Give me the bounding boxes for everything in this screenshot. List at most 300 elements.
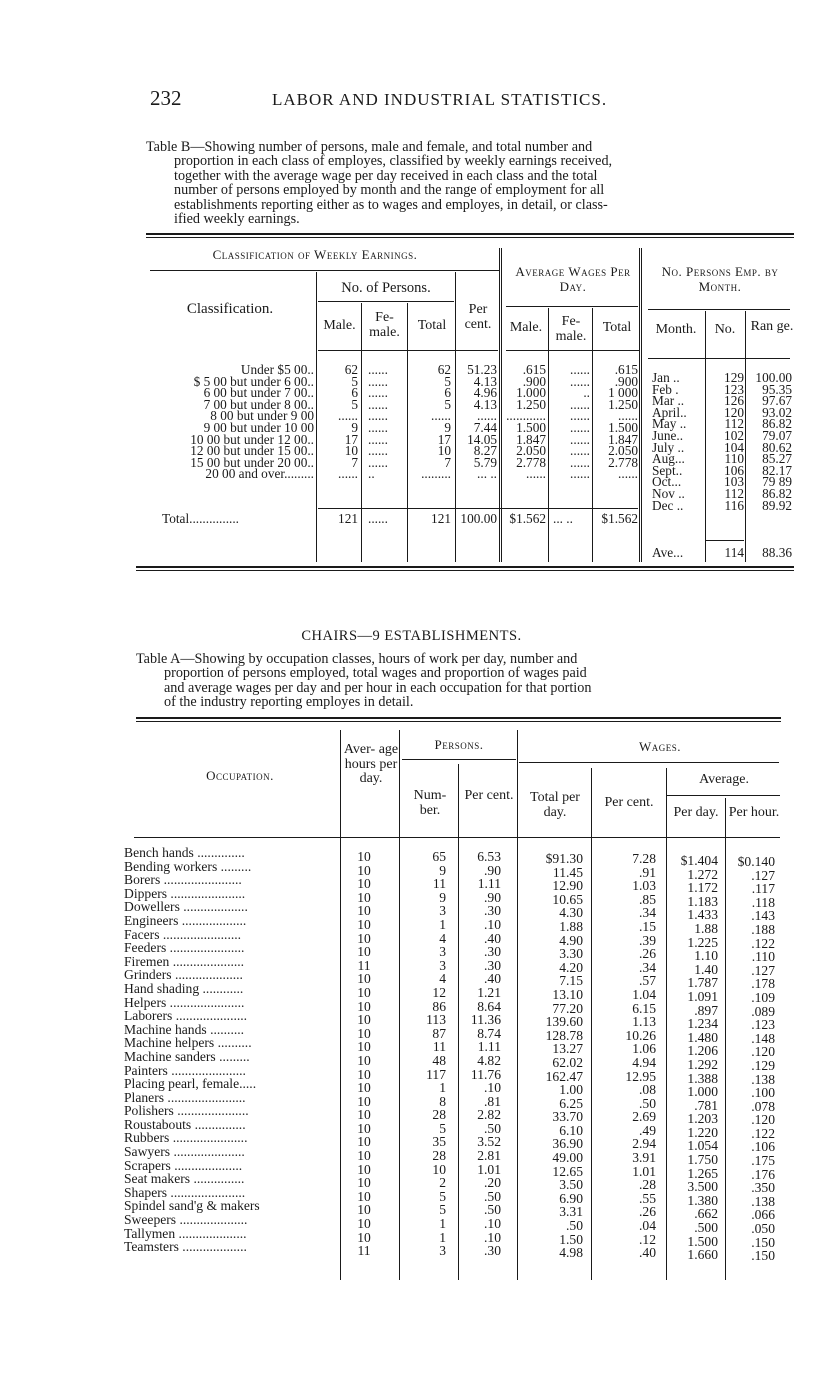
caption-line: Table A—Showing by occupation classes, hours of work per day, number and: [136, 651, 578, 667]
table-cell: 129: [724, 370, 744, 385]
table-cell: 5: [439, 1188, 446, 1204]
table-cell: 12 00 but under 15 00..: [190, 443, 314, 459]
table-cell: 2: [439, 1175, 446, 1191]
caption-line: establishments reporting either as to wages and employes, in detail, or class-: [174, 196, 608, 213]
table-cell: 10: [357, 1202, 371, 1218]
table-cell: 1.380: [687, 1192, 718, 1208]
table-cell: .120: [751, 1044, 775, 1060]
table-cell: .90: [484, 889, 501, 905]
table-cell: 13.10: [552, 986, 583, 1002]
table-cell: .118: [751, 894, 775, 910]
table-cell: .57: [639, 973, 656, 989]
per-day-column: [668, 854, 718, 1262]
month-no-column: [706, 372, 744, 511]
table-cell: .106: [751, 1139, 775, 1155]
header-employed: No. Persons Emp. by Month.: [661, 264, 779, 294]
table-cell: 1.000: [687, 1084, 718, 1100]
table-cell: 112: [724, 485, 744, 501]
table-cell: 1.250: [608, 396, 638, 412]
table-cell: ......: [618, 408, 638, 424]
table-cell: .100: [751, 1085, 775, 1101]
table-cell: 1.01: [632, 1163, 656, 1179]
table-cell: 6: [351, 385, 358, 401]
table-cell: 10: [357, 1080, 371, 1096]
header-female: Fe- male.: [369, 310, 400, 340]
header-number: Num- ber.: [413, 788, 447, 818]
table-cell: 10: [437, 443, 451, 459]
table-cell: .40: [484, 930, 501, 946]
caption-line: Table B—Showing number of persons, male and female, and total number and: [146, 139, 593, 155]
table-cell: 79 89: [762, 474, 792, 490]
total-per-day-column: [519, 852, 583, 1260]
table-cell: 9: [439, 889, 446, 905]
header-w-male: Male.: [509, 320, 543, 335]
table-cell: Dec ..: [652, 497, 684, 513]
table-cell: 1.091: [687, 988, 718, 1004]
table-cell: 86: [432, 998, 446, 1014]
header-wages-per-cent: Per cent.: [604, 795, 654, 810]
table-cell: .148: [751, 1030, 775, 1046]
table-cell: 1.265: [687, 1165, 718, 1181]
table-cell: 86.82: [762, 416, 792, 432]
table-cell: Borers .......................: [124, 872, 242, 888]
table-cell: Spindel sand'g & makers: [124, 1198, 260, 1214]
header-occupation: Occupation.: [206, 768, 274, 783]
wage-male-column: [503, 364, 546, 480]
table-cell: 82.17: [762, 462, 792, 478]
header-no: No.: [714, 322, 736, 337]
table-cell: 8 00 but under 9 00: [210, 408, 314, 424]
table-cell: 5: [444, 396, 451, 412]
divider: [506, 350, 640, 351]
hours-column: [345, 850, 383, 1258]
table-cell: .50: [484, 1120, 501, 1136]
table-cell: 1.21: [477, 984, 501, 1000]
table-cell: .10: [484, 1229, 501, 1245]
table-cell: .50: [484, 1188, 501, 1204]
table-cell: .900: [522, 373, 546, 389]
table-cell: .26: [639, 1204, 656, 1220]
table-cell: .08: [639, 1082, 656, 1098]
table-cell: 1.225: [687, 934, 718, 950]
table-cell: 1.480: [687, 1029, 718, 1045]
table-cell: .129: [751, 1057, 775, 1073]
female-column: [368, 364, 406, 480]
table-cell: .120: [751, 1112, 775, 1128]
header-w-female: Fe- male.: [555, 314, 587, 344]
table-cell: .122: [751, 1125, 775, 1141]
table-cell: 4.13: [473, 396, 497, 412]
divider: [648, 309, 790, 310]
table-cell: 10.26: [625, 1027, 656, 1043]
table-cell: 1.40: [694, 961, 718, 977]
table-cell: 5: [439, 1202, 446, 1218]
table-cell: .900: [614, 373, 638, 389]
table-cell: .50: [639, 1095, 656, 1111]
table-cell: .30: [484, 903, 501, 919]
table-cell: $0.140: [737, 854, 775, 869]
month-column: [652, 372, 704, 511]
table-cell: 17: [344, 431, 358, 447]
table-cell: Teamsters ...................: [124, 1239, 247, 1255]
table-cell: Seat makers ...............: [124, 1171, 245, 1187]
table-cell: 3: [439, 944, 446, 960]
table-cell: 7: [444, 454, 451, 470]
table-cell: 7: [351, 454, 358, 470]
table-cell: .10: [484, 1080, 501, 1096]
table-cell: 106: [724, 462, 744, 478]
table-cell: .30: [484, 1243, 501, 1259]
table-cell: 6.10: [559, 1122, 583, 1138]
table-cell: 36.90: [552, 1136, 583, 1152]
table-cell: .40: [484, 971, 501, 987]
table-cell: 1.13: [632, 1014, 656, 1030]
table-cell: 1.00: [559, 1082, 583, 1098]
table-cell: 11: [432, 876, 446, 892]
ave-label: Ave...: [652, 545, 684, 560]
table-cell: 1.388: [687, 1070, 718, 1086]
table-cell: 103: [724, 474, 744, 490]
table-cell: 2.050: [516, 443, 546, 459]
header-total-per-day: Total per day.: [530, 790, 580, 820]
caption-line: and average wages per day and per hour in each occupation for that portion: [164, 679, 592, 696]
page-number: 232: [150, 86, 182, 110]
table-cell: .176: [751, 1166, 775, 1182]
table-cell: ......: [338, 466, 358, 482]
table-cell: 6.90: [559, 1190, 583, 1206]
table-cell: 1.88: [559, 918, 583, 934]
table-cell: 128.78: [545, 1027, 583, 1043]
table-cell: 120: [724, 404, 744, 420]
table-cell: 10 00 but under 12 00..: [190, 431, 314, 447]
table-cell: Machine sanders .........: [124, 1048, 250, 1064]
per-hour-column: [727, 855, 775, 1263]
table-cell: ......: [570, 396, 590, 412]
table-cell: ......: [368, 362, 388, 377]
table-cell: 162.47: [545, 1068, 583, 1084]
occupation-column: [124, 846, 338, 1254]
divider: [639, 248, 642, 562]
male-column: [318, 364, 358, 480]
table-cell: 10: [357, 1093, 371, 1109]
table-cell: ......: [570, 454, 590, 470]
table-cell: .897: [694, 1002, 718, 1018]
table-cell: 28: [432, 1148, 446, 1164]
table-cell: 4.96: [473, 385, 497, 401]
divider: [318, 301, 454, 302]
table-cell: ......: [570, 431, 590, 447]
table-cell: 35: [432, 1134, 446, 1150]
caption-line: number of persons employed by month and the range of employment for all: [174, 182, 605, 199]
table-cell: 10: [357, 1148, 371, 1164]
divider: [361, 303, 362, 562]
table-cell: 10: [357, 849, 371, 864]
wages-per-cent-column: [594, 852, 656, 1260]
table-cell: 3: [439, 957, 446, 973]
table-cell: 10: [357, 971, 371, 987]
table-cell: 10: [432, 1161, 446, 1177]
table-cell: .50: [566, 1218, 583, 1234]
table-cell: 62: [344, 362, 358, 377]
table-cell: 1.01: [477, 1161, 501, 1177]
header-persons: No. of Persons.: [341, 280, 431, 296]
table-cell: Oct...: [652, 474, 682, 490]
divider: [407, 303, 408, 562]
table-cell: .39: [639, 932, 656, 948]
table-cell: 1.272: [687, 866, 718, 882]
table-cell: Helpers ......................: [124, 994, 245, 1010]
table-cell: .15: [639, 918, 656, 934]
divider: [134, 837, 780, 838]
table-cell: Roustabouts ...............: [124, 1116, 246, 1132]
wage-total-column: [594, 364, 638, 480]
table-cell: May ..: [652, 416, 687, 432]
table-cell: Feb .: [652, 381, 679, 397]
divider: [648, 358, 790, 359]
table-cell: 1.88: [694, 920, 718, 936]
table-cell: 48: [432, 1052, 446, 1068]
table-cell: ......: [368, 443, 388, 459]
table-cell: .078: [751, 1098, 775, 1114]
table-cell: .34: [639, 959, 656, 975]
table-cell: ......: [368, 373, 388, 389]
divider: [725, 798, 726, 1280]
table-cell: 1.054: [687, 1138, 718, 1154]
table-cell: 11: [432, 1039, 446, 1055]
table-cell: Placing pearl, female.....: [124, 1076, 257, 1092]
divider: [519, 762, 779, 763]
table-cell: 100.00: [755, 370, 792, 385]
table-cell: .066: [751, 1207, 775, 1223]
table-cell: 9: [439, 862, 446, 878]
table-cell: Engineers ...................: [124, 912, 247, 928]
table-cell: 17: [437, 431, 451, 447]
table-cell: .85: [639, 891, 656, 907]
table-cell: 1.183: [687, 893, 718, 909]
table-cell: 11: [357, 957, 371, 973]
header-w-total: Total: [602, 320, 632, 335]
table-cell: .350: [751, 1180, 775, 1196]
table-cell: .122: [751, 935, 775, 951]
table-cell: .30: [484, 957, 501, 973]
table-cell: 14.05: [467, 431, 497, 447]
section-title: CHAIRS—9 ESTABLISHMENTS.: [301, 628, 522, 644]
table-cell: 2.69: [632, 1109, 656, 1125]
table-cell: 112: [724, 416, 744, 432]
table-cell: 10: [357, 1175, 371, 1191]
table-cell: 5.79: [473, 454, 497, 470]
caption-line: ified weekly earnings.: [174, 211, 300, 228]
table-cell: 6.15: [632, 1000, 656, 1016]
table-cell: 10: [357, 889, 371, 905]
divider: [316, 272, 317, 562]
table-cell: 1.203: [687, 1111, 718, 1127]
table-cell: ............: [506, 408, 546, 424]
divider: [666, 795, 780, 796]
divider: [136, 566, 794, 568]
table-cell: 1.250: [516, 396, 546, 412]
divider: [318, 350, 498, 351]
header-total: Total: [417, 318, 447, 333]
table-cell: ......: [338, 408, 358, 424]
table-cell: 117: [426, 1066, 446, 1082]
table-cell: Facers .......................: [124, 926, 242, 942]
divider: [136, 570, 794, 571]
table-cell: .150: [751, 1234, 775, 1250]
table-cell: 1.11: [477, 1039, 501, 1055]
table-a-caption: [136, 652, 786, 710]
divider: [136, 717, 781, 719]
table-cell: 10: [357, 1161, 371, 1177]
table-cell: 86.82: [762, 485, 792, 501]
table-cell: 89.92: [762, 497, 792, 513]
table-cell: 10: [357, 984, 371, 1000]
table-cell: 1: [439, 1216, 446, 1232]
divider: [506, 306, 638, 307]
header-classification: Classification.: [186, 301, 274, 317]
table-cell: 2.050: [608, 443, 638, 459]
table-cell: Polishers .....................: [124, 1103, 249, 1119]
wage-female-column: [550, 364, 590, 480]
table-cell: .662: [694, 1206, 718, 1222]
table-cell: .04: [639, 1218, 656, 1234]
table-cell: 1.172: [687, 880, 718, 896]
table-cell: 10: [357, 1216, 371, 1232]
table-cell: 12.95: [625, 1068, 656, 1084]
table-cell: 65: [432, 849, 446, 864]
header-avg-wages: Average Wages Per Day.: [515, 264, 631, 294]
table-b-caption: [146, 140, 796, 226]
table-cell: ......: [526, 466, 546, 482]
table-cell: 12.65: [552, 1163, 583, 1179]
table-cell: 2.778: [608, 454, 638, 470]
table-cell: Rubbers ......................: [124, 1130, 248, 1146]
table-cell: 1 000: [608, 385, 638, 401]
caption-line: proportion of persons employed, total wages and proportion of wages paid: [164, 665, 587, 682]
table-cell: 11.76: [470, 1066, 501, 1082]
table-cell: Sept..: [652, 462, 683, 478]
table-cell: .50: [484, 1202, 501, 1218]
table-cell: 79.07: [762, 427, 792, 443]
table-cell: 5: [351, 373, 358, 389]
table-cell: 10.65: [552, 891, 583, 907]
table-cell: .615: [522, 362, 546, 377]
table-cell: 10: [344, 443, 358, 459]
table-cell: Scrapers ....................: [124, 1157, 243, 1173]
table-cell: Nov ..: [652, 485, 685, 501]
table-cell: 110: [724, 451, 744, 467]
table-cell: 1.50: [559, 1231, 583, 1247]
table-cell: Machine helpers ..........: [124, 1035, 252, 1051]
table-cell: Planers .......................: [124, 1089, 246, 1105]
table-cell: 123: [724, 381, 744, 397]
table-cell: ......: [368, 385, 388, 401]
table-cell: 4.90: [559, 932, 583, 948]
total-female: ......: [368, 511, 388, 526]
caption-line: of the industry reporting employes in detail.: [164, 694, 414, 711]
table-cell: .110: [751, 949, 775, 965]
table-cell: 10: [357, 862, 371, 878]
table-cell: 102: [724, 427, 744, 443]
table-cell: 7.44: [473, 419, 497, 435]
table-cell: 1.847: [608, 431, 638, 447]
table-cell: 8.27: [473, 443, 497, 459]
table-cell: .138: [751, 1193, 775, 1209]
header-per-day: Per day.: [673, 805, 719, 820]
table-cell: 1.03: [632, 878, 656, 894]
table-cell: .050: [751, 1221, 775, 1237]
table-cell: 87: [432, 1025, 446, 1041]
table-cell: ... ..: [477, 466, 497, 482]
table-cell: 3.91: [632, 1150, 656, 1166]
classification-column: [136, 364, 314, 480]
table-cell: .26: [639, 946, 656, 962]
header-wages: Wages.: [638, 739, 682, 754]
total-column: [409, 364, 451, 480]
table-cell: 4.94: [632, 1054, 656, 1070]
total-male: 121: [338, 511, 358, 526]
table-cell: ......: [368, 419, 388, 435]
table-cell: Aug...: [652, 451, 685, 467]
table-cell: Feeders ......................: [124, 940, 245, 956]
header-per-cent: Per cent.: [464, 302, 492, 332]
caption-line: proportion in each class of employes, classified by weekly earnings received,: [174, 153, 613, 170]
table-cell: ......: [570, 373, 590, 389]
table-cell: 13.27: [552, 1041, 583, 1057]
header-month: Month.: [655, 322, 697, 337]
header-per-hour: Per hour.: [728, 805, 780, 820]
table-cell: 28: [432, 1107, 446, 1123]
table-cell: April..: [652, 404, 687, 420]
divider: [666, 768, 667, 1280]
per-cent-column: [457, 364, 497, 480]
table-cell: ......: [570, 466, 590, 482]
table-cell: June..: [652, 427, 684, 443]
table-cell: 10: [357, 876, 371, 892]
table-cell: ......: [570, 408, 590, 424]
table-cell: ......: [368, 396, 388, 412]
total-label: Total...............: [162, 511, 239, 526]
table-cell: July ..: [652, 439, 685, 455]
table-cell: ..: [583, 385, 590, 401]
table-cell: 113: [426, 1012, 446, 1028]
table-cell: 49.00: [552, 1150, 583, 1166]
table-cell: 4: [439, 971, 446, 987]
table-cell: Grinders ....................: [124, 967, 243, 983]
table-cell: 116: [724, 497, 744, 513]
table-cell: 1.000: [516, 385, 546, 401]
table-cell: 1.500: [608, 419, 638, 435]
table-cell: 6 00 but under 7 00..: [203, 385, 314, 401]
table-cell: 10: [357, 1229, 371, 1245]
table-cell: .175: [751, 1153, 775, 1169]
header-hours: Aver- age hours per day.: [343, 742, 399, 786]
table-cell: .117: [751, 881, 775, 897]
table-cell: 10: [357, 930, 371, 946]
table-cell: Dippers ......................: [124, 885, 246, 901]
table-cell: .12: [639, 1231, 656, 1247]
table-cell: .40: [639, 1245, 656, 1261]
table-cell: .81: [484, 1093, 501, 1109]
table-cell: 2.778: [516, 454, 546, 470]
table-cell: 10: [357, 1012, 371, 1028]
ave-range: 88.36: [762, 545, 792, 560]
table-cell: .178: [751, 976, 775, 992]
header-persons: Persons.: [434, 737, 484, 752]
total-w-male: $1.562: [509, 511, 546, 526]
header-classification-group: Classification of Weekly Earnings.: [212, 247, 418, 262]
table-cell: 10: [357, 1107, 371, 1123]
